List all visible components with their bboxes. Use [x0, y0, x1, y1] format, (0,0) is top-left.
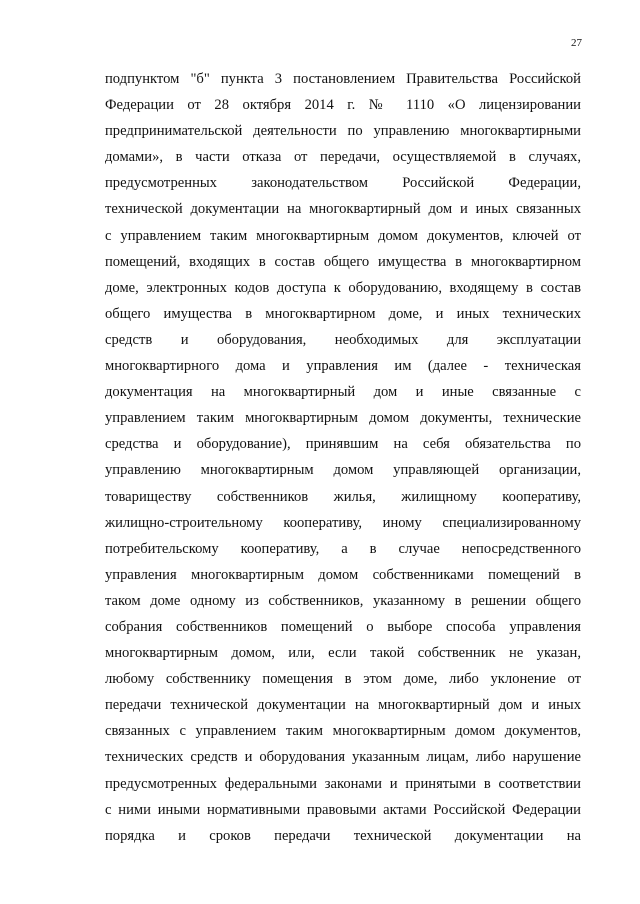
text-line: управлению многоквартирным домом управляющей организации, [105, 462, 581, 479]
text-line: управления многоквартирным домом собственниками помещений в [105, 566, 581, 583]
text-line: таком доме одному из собственников, указанному в решении общего [105, 592, 581, 609]
text-line: передачи технической документации на многоквартирный дом и иных [105, 697, 581, 714]
text-line: средств и оборудования, необходимых для эксплуатации [105, 331, 581, 348]
text-line: товариществу собственников жилья, жилищному кооперативу, [105, 488, 581, 505]
text-line: любому собственнику помещения в этом доме, либо уклонение от [105, 671, 581, 688]
text-line: с ними иными нормативными правовыми актами Российской Федерации [105, 801, 581, 818]
text-line: управлением таким многоквартирным домом документы, технические [105, 410, 581, 427]
text-line: с управлением таким многоквартирным домом документов, ключей от [105, 227, 581, 244]
text-line: помещений, входящих в состав общего имущества в многоквартирном [105, 253, 581, 270]
text-line: жилищно-строительному кооперативу, иному специализированному [105, 514, 581, 531]
text-line: многоквартирным домом, или, если такой собственник не указан, [105, 645, 581, 662]
text-line: технической документации на многоквартирный дом и иных связанных [105, 201, 581, 218]
text-line: потребительскому кооперативу, а в случае непосредственного [105, 540, 581, 557]
text-line: многоквартирного дома и управления им (далее - техническая [105, 358, 581, 375]
text-line: собрания собственников помещений о выборе способа управления [105, 618, 581, 635]
text-line: предусмотренных законодательством Российской Федерации, [105, 175, 581, 192]
document-body [105, 66, 581, 849]
text-line: средства и оборудование), принявшим на себя обязательства по [105, 436, 581, 453]
text-line: предпринимательской деятельности по управлению многоквартирными [105, 123, 581, 140]
text-line: документация на многоквартирный дом и иные связанные с [105, 384, 581, 401]
text-line: связанных с управлением таким многоквартирным домом документов, [105, 723, 581, 740]
text-line: домами», в части отказа от передачи, осуществляемой в случаях, [105, 149, 581, 166]
text-line: подпунктом "б" пункта 3 постановлением Правительства Российской [105, 71, 581, 87]
text-line: порядка и сроков передачи технической документации на [105, 827, 581, 844]
text-line: предусмотренных федеральными законами и принятыми в соответствии [105, 775, 581, 792]
text-line: доме, электронных кодов доступа к оборудованию, входящему в состав [105, 279, 581, 296]
text-line: общего имущества в многоквартирном доме, и иных технических [105, 305, 581, 322]
page-number: 27 [571, 37, 582, 49]
text-line: Федерации от 28 октября 2014 г. № 1110 «О лицензировании [105, 97, 581, 114]
text-line: технических средств и оборудования указанным лицам, либо нарушение [105, 749, 581, 766]
